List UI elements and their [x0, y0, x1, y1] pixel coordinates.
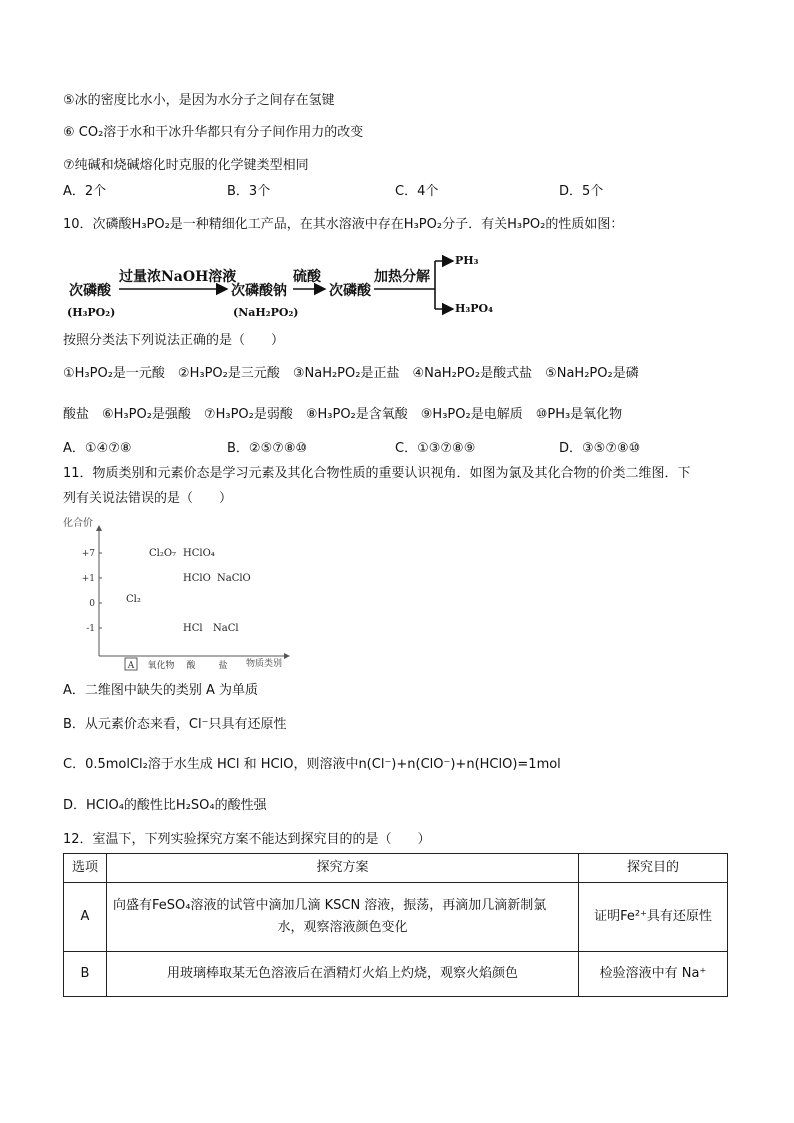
row-a-option: A	[64, 883, 107, 952]
x-tick-label: 酸	[186, 661, 196, 671]
chart-point-label: NaCl	[213, 623, 239, 634]
q11-option-a: A．二维图中缺失的类别 A 为单质	[63, 683, 259, 698]
scheme-node-1: 次磷酸	[69, 283, 111, 299]
chart-point-label: HClO₄	[183, 548, 215, 559]
q10-statements-line-1: ①H₃PO₂是一元酸 ②H₃PO₂是三元酸 ③NaH₂PO₂是正盐 ④NaH₂PO₂是酸式盐 ⑤NaH₂PO₂是磷	[63, 366, 639, 381]
row-a-plan-line-2: 水，观察溶液颜色变化	[277, 920, 408, 935]
q10-options	[63, 440, 743, 458]
table-row	[64, 883, 728, 952]
q11-stem-line-2: 列有关说法错误的是（ ）	[63, 491, 233, 506]
row-b-plan: 用玻璃棒取某无色溶液后在酒精灯火焰上灼烧，观察火焰颜色	[107, 952, 579, 997]
scheme-node-2-formula: (NaH₂PO₂)	[233, 306, 299, 319]
row-a-plan-line-1: 向盛有FeSO₄溶液的试管中滴加几滴 KSCN 溶液，振荡，再滴加几滴新制氯	[113, 898, 547, 913]
row-b-option: B	[64, 952, 107, 997]
x-tick-label: A	[127, 661, 135, 671]
y-tick-label: +7	[81, 549, 95, 559]
q10-prompt: 按照分类法下列说法正确的是（ ）	[63, 333, 285, 348]
experiment-table	[63, 853, 728, 997]
statement-7: ⑦纯碱和烧碱熔化时克服的化学键类型相同	[63, 158, 309, 173]
q11-option-c: C．0.5molCl₂溶于水生成 HCl 和 HClO，则溶液中n(Cl⁻)+n(ClO⁻)+n(HClO)=1mol	[63, 757, 561, 772]
scheme-reagent-1: 过量浓NaOH溶液	[119, 269, 237, 285]
x-axis-label: 物质类别	[246, 659, 283, 669]
chart-point-label: HClO	[183, 573, 211, 584]
scheme-node-1-formula: (H₃PO₂)	[67, 306, 116, 319]
y-tick-label: +1	[81, 574, 95, 584]
chart-point-label: Cl₂O₇	[149, 548, 177, 559]
q12-stem: 12．室温下，下列实验探究方案不能达到探究目的的是（ ）	[63, 832, 431, 847]
y-tick-label: -1	[86, 624, 95, 634]
valence-category-chart	[63, 516, 303, 672]
table-row	[64, 952, 728, 997]
chart-point-label: HCl	[183, 623, 203, 634]
row-a-purpose: 证明Fe²⁺具有还原性	[579, 883, 728, 952]
y-tick-label: 0	[89, 599, 95, 609]
scheme-arrows	[63, 252, 543, 322]
row-a-plan	[107, 883, 579, 952]
q9-option-c: C．4个	[395, 184, 439, 199]
scheme-node-2: 次磷酸钠	[231, 283, 287, 299]
header-option: 选项	[64, 854, 107, 883]
scheme-product-1: PH₃	[455, 254, 479, 267]
statement-5: ⑤冰的密度比水小，是因为水分子之间存在氢键	[63, 93, 335, 108]
chart-svg	[63, 516, 303, 672]
q10-option-a: A．①④⑦⑧	[63, 441, 132, 456]
reaction-scheme	[63, 252, 543, 322]
chart-point-label: NaClO	[217, 573, 251, 584]
q10-option-d: D．③⑤⑦⑧⑩	[559, 441, 641, 456]
q9-options	[63, 183, 743, 201]
scheme-reagent-3: 加热分解	[374, 269, 430, 285]
chart-point-label: Cl₂	[126, 594, 141, 605]
q11-stem-line-1: 11．物质类别和元素价态是学习元素及其化合物性质的重要认识视角．如图为氯及其化合物的价类二维图．下	[63, 466, 691, 481]
statement-6: ⑥ CO₂溶于水和干冰升华都只有分子间作用力的改变	[63, 125, 364, 140]
y-axis-label: 化合价	[63, 518, 93, 529]
scheme-node-3: 次磷酸	[329, 283, 371, 299]
q10-option-c: C．①③⑦⑧⑨	[395, 441, 476, 456]
scheme-product-2: H₃PO₄	[455, 302, 493, 315]
row-b-purpose: 检验溶液中有 Na⁺	[579, 952, 728, 997]
q9-option-a: A．2个	[63, 184, 107, 199]
table-header-row	[64, 854, 728, 883]
x-tick-label: 氧化物	[147, 661, 175, 671]
q10-option-b: B．②⑤⑦⑧⑩	[227, 441, 308, 456]
x-tick-label: 盐	[218, 661, 228, 671]
header-plan: 探究方案	[107, 854, 579, 883]
q11-option-d: D．HClO₄的酸性比H₂SO₄的酸性强	[63, 798, 267, 813]
q9-option-b: B．3个	[227, 184, 271, 199]
q11-option-b: B．从元素价态来看，Cl⁻只具有还原性	[63, 717, 287, 732]
scheme-reagent-2: 硫酸	[293, 269, 321, 285]
q9-option-d: D．5个	[559, 184, 604, 199]
header-purpose: 探究目的	[579, 854, 728, 883]
q10-stem: 10．次磷酸H₃PO₂是一种精细化工产品，在其水溶液中存在H₃PO₂分子．有关H₃PO₂的性质如图：	[63, 217, 624, 232]
q10-statements-line-2: 酸盐 ⑥H₃PO₂是强酸 ⑦H₃PO₂是弱酸 ⑧H₃PO₂是含氧酸 ⑨H₃PO₂是电解质 ⑩PH₃是氧化物	[63, 407, 623, 422]
